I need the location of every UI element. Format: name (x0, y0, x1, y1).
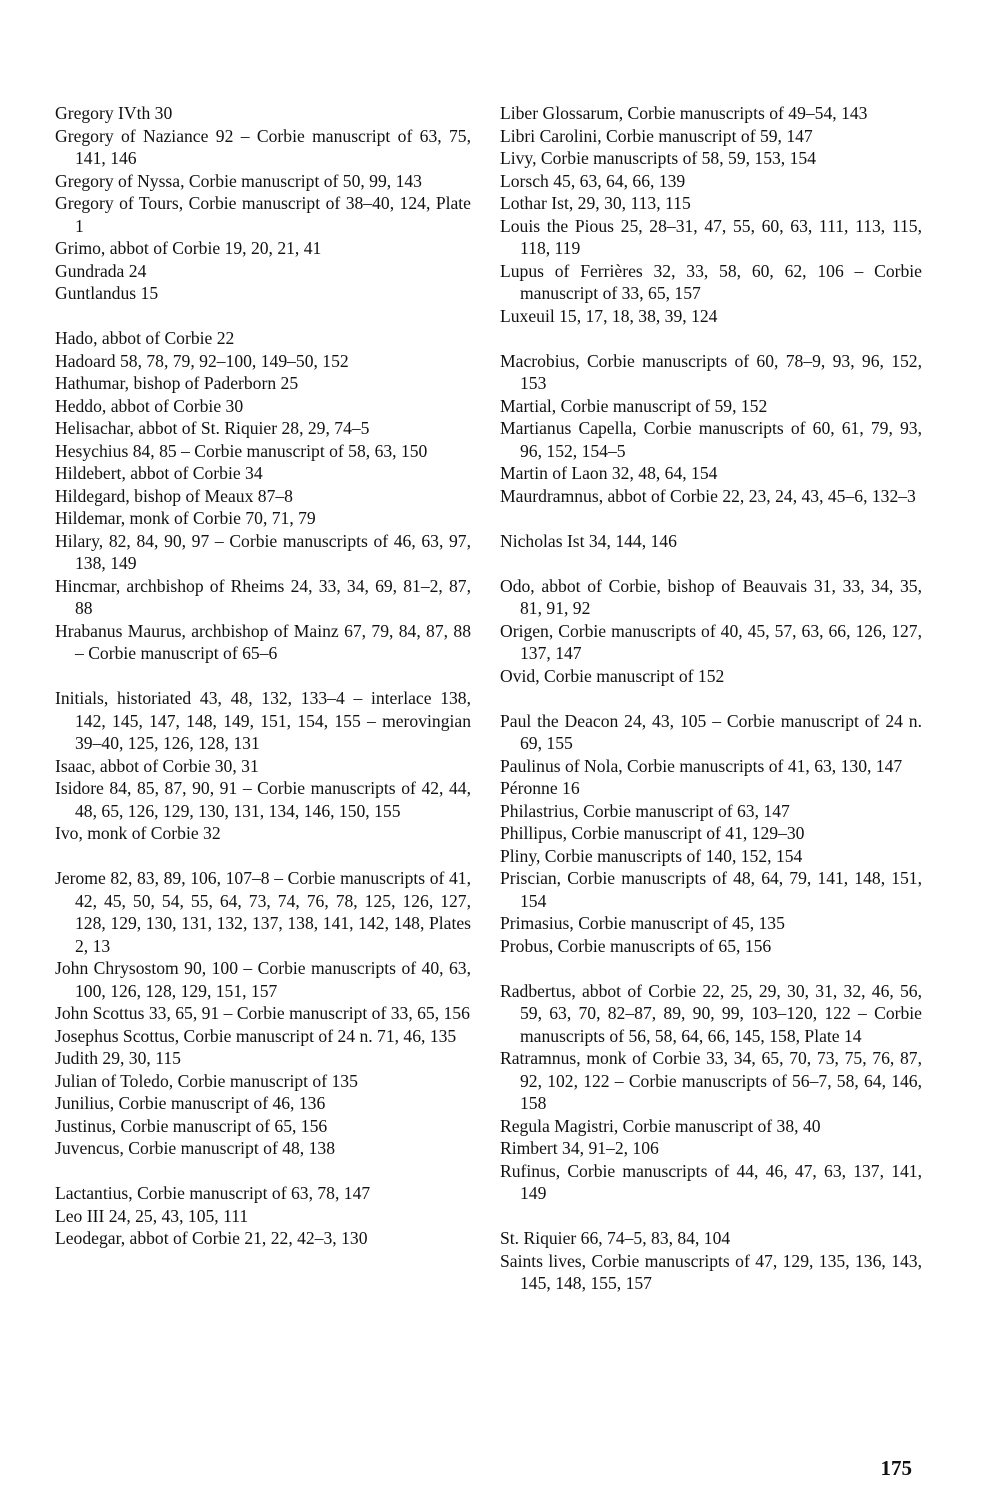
index-letter-group (500, 350, 922, 508)
index-entry: Gregory of Nyssa, Corbie manuscript of 50, 99, 143 (55, 170, 422, 191)
index-entry: Odo, abbot of Corbie, bishop of Beauvais 31, 33, 34, 35, 81, 91, 92 (500, 575, 922, 618)
index-letter-group (500, 530, 922, 553)
page-number: 175 (880, 1456, 912, 1480)
index-column-left (55, 102, 471, 1250)
index-entry: Julian of Toledo, Corbie manuscript of 135 (55, 1070, 358, 1091)
index-entry: Hildemar, monk of Corbie 70, 71, 79 (55, 508, 316, 528)
index-entry: Leodegar, abbot of Corbie 21, 22, 42–3, 130 (55, 1228, 368, 1248)
index-entry: Paulinus of Nola, Corbie manuscripts of 41, 63, 130, 147 (500, 755, 903, 776)
index-entry: Pliny, Corbie manuscripts of 140, 152, 154 (500, 845, 803, 866)
index-entry: Rimbert 34, 91–2, 106 (500, 1138, 659, 1158)
index-entry: Luxeuil 15, 17, 18, 38, 39, 124 (500, 305, 718, 326)
index-entry: Jerome 82, 83, 89, 106, 107–8 – Corbie manuscripts of 41, 42, 45, 50, 54, 55, 64, 73, 74, 76, 78, 125, 126, 127, 128, 129, 130, 131, 132, 137, 138, 141, 142, 148, Plates 2, 13 (55, 868, 471, 956)
index-entry: Hathumar, bishop of Paderborn 25 (55, 373, 299, 393)
index-column-right (500, 102, 922, 1295)
index-entry: Martin of Laon 32, 48, 64, 154 (500, 463, 718, 483)
index-entry: Hildebert, abbot of Corbie 34 (55, 463, 263, 483)
index-entry: Justinus, Corbie manuscript of 65, 156 (55, 1115, 328, 1136)
index-entry: Ovid, Corbie manuscript of 152 (500, 665, 725, 686)
index-entry: Judith 29, 30, 115 (55, 1048, 181, 1068)
index-letter-group (55, 102, 471, 305)
index-entry: Initials, historiated 43, 48, 132, 133–4 – interlace 138, 142, 145, 147, 148, 149, 151, 154, 155 – merovingian 39–40, 125, 126, 128, 131 (55, 688, 471, 753)
index-entry: Hincmar, archbishop of Rheims 24, 33, 34, 69, 81–2, 87, 88 (55, 575, 471, 618)
index-letter-group (500, 710, 922, 958)
index-entry: John Scottus 33, 65, 91 – Corbie manuscript of 33, 65, 156 (55, 1003, 470, 1023)
index-entry: Hadoard 58, 78, 79, 92–100, 149–50, 152 (55, 350, 349, 371)
index-entry: Lactantius, Corbie manuscript of 63, 78, 147 (55, 1183, 371, 1203)
index-entry: Péronne 16 (500, 778, 580, 798)
index-entry: Hado, abbot of Corbie 22 (55, 328, 235, 348)
index-entry: Maurdramnus, abbot of Corbie 22, 23, 24, 43, 45–6, 132–3 (500, 485, 916, 506)
index-letter-group (500, 575, 922, 688)
index-entry: Hildegard, bishop of Meaux 87–8 (55, 485, 293, 506)
index-entry: Isaac, abbot of Corbie 30, 31 (55, 755, 259, 776)
index-entry: Gregory IVth 30 (55, 103, 173, 123)
index-entry: Junilius, Corbie manuscript of 46, 136 (55, 1093, 326, 1113)
index-letter-group (500, 1227, 922, 1295)
index-entry: John Chrysostom 90, 100 – Corbie manuscripts of 40, 63, 100, 126, 128, 129, 151, 157 (55, 958, 471, 1001)
index-entry: Juvencus, Corbie manuscript of 48, 138 (55, 1138, 335, 1158)
index-entry: Libri Carolini, Corbie manuscript of 59, 147 (500, 125, 813, 146)
index-entry: Gregory of Tours, Corbie manuscript of 38–40, 124, Plate 1 (55, 193, 471, 236)
index-entry: Guntlandus 15 (55, 283, 159, 303)
index-entry: Hesychius 84, 85 – Corbie manuscript of 58, 63, 150 (55, 440, 428, 461)
index-entry: Josephus Scottus, Corbie manuscript of 24 n. 71, 46, 135 (55, 1025, 457, 1046)
index-letter-group (55, 327, 471, 665)
index-entry: Macrobius, Corbie manuscripts of 60, 78–9, 93, 96, 152, 153 (500, 350, 922, 393)
index-entry: Martial, Corbie manuscript of 59, 152 (500, 395, 768, 416)
index-entry: Priscian, Corbie manuscripts of 48, 64, 79, 141, 148, 151, 154 (500, 868, 922, 911)
index-entry: Grimo, abbot of Corbie 19, 20, 21, 41 (55, 238, 322, 258)
index-entry: Rufinus, Corbie manuscripts of 44, 46, 47, 63, 137, 141, 149 (500, 1160, 922, 1203)
index-entry: Origen, Corbie manuscripts of 40, 45, 57, 63, 66, 126, 127, 137, 147 (500, 620, 922, 663)
index-entry: Gundrada 24 (55, 260, 147, 281)
index-entry: Probus, Corbie manuscripts of 65, 156 (500, 935, 772, 956)
index-entry: Nicholas Ist 34, 144, 146 (500, 530, 677, 551)
index-letter-group (55, 867, 471, 1160)
index-entry: Ratramnus, monk of Corbie 33, 34, 65, 70, 73, 75, 76, 87, 92, 102, 122 – Corbie manuscripts of 56–7, 58, 64, 146, 158 (500, 1048, 922, 1113)
index-entry: Regula Magistri, Corbie manuscript of 38, 40 (500, 1115, 821, 1136)
index-entry: Gregory of Naziance 92 – Corbie manuscript of 63, 75, 141, 146 (55, 125, 471, 168)
index-letter-group (500, 980, 922, 1205)
index-entry: Lupus of Ferrières 32, 33, 58, 60, 62, 106 – Corbie manuscript of 33, 65, 157 (500, 260, 922, 303)
index-entry: Paul the Deacon 24, 43, 105 – Corbie manuscript of 24 n. 69, 155 (500, 710, 922, 753)
index-entry: Hrabanus Maurus, archbishop of Mainz 67, 79, 84, 87, 88 – Corbie manuscript of 65–6 (55, 620, 471, 663)
index-entry: Martianus Capella, Corbie manuscripts of 60, 61, 79, 93, 96, 152, 154–5 (500, 418, 922, 461)
index-entry: Lothar Ist, 29, 30, 113, 115 (500, 193, 691, 213)
index-entry: Heddo, abbot of Corbie 30 (55, 395, 244, 416)
index-entry: Leo III 24, 25, 43, 105, 111 (55, 1205, 249, 1226)
index-entry: Hilary, 82, 84, 90, 97 – Corbie manuscripts of 46, 63, 97, 138, 149 (55, 530, 471, 573)
index-entry: Lorsch 45, 63, 64, 66, 139 (500, 170, 686, 191)
index-entry: Phillipus, Corbie manuscript of 41, 129–30 (500, 823, 805, 843)
index-entry: Primasius, Corbie manuscript of 45, 135 (500, 913, 785, 933)
index-entry: Liber Glossarum, Corbie manuscripts of 49–54, 143 (500, 103, 868, 123)
index-entry: Saints lives, Corbie manuscripts of 47, 129, 135, 136, 143, 145, 148, 155, 157 (500, 1250, 922, 1293)
index-entry: Livy, Corbie manuscripts of 58, 59, 153, 154 (500, 148, 816, 168)
index-entry: St. Riquier 66, 74–5, 83, 84, 104 (500, 1228, 731, 1248)
index-entry: Isidore 84, 85, 87, 90, 91 – Corbie manuscripts of 42, 44, 48, 65, 126, 129, 130, 131, 134, 146, 150, 155 (55, 778, 471, 821)
index-entry: Louis the Pious 25, 28–31, 47, 55, 60, 63, 111, 113, 115, 118, 119 (500, 215, 922, 258)
index-entry: Helisachar, abbot of St. Riquier 28, 29, 74–5 (55, 418, 370, 438)
index-letter-group (55, 687, 471, 845)
index-entry: Radbertus, abbot of Corbie 22, 25, 29, 30, 31, 32, 46, 56, 59, 63, 70, 82–87, 89, 90, 99, 103–120, 122 – Corbie manuscripts of 56, 58, 64, 66, 145, 158, Plate 14 (500, 980, 922, 1046)
index-entry: Ivo, monk of Corbie 32 (55, 823, 221, 843)
index-entry: Philastrius, Corbie manuscript of 63, 147 (500, 800, 790, 821)
index-letter-group (500, 102, 922, 327)
index-letter-group (55, 1182, 471, 1250)
